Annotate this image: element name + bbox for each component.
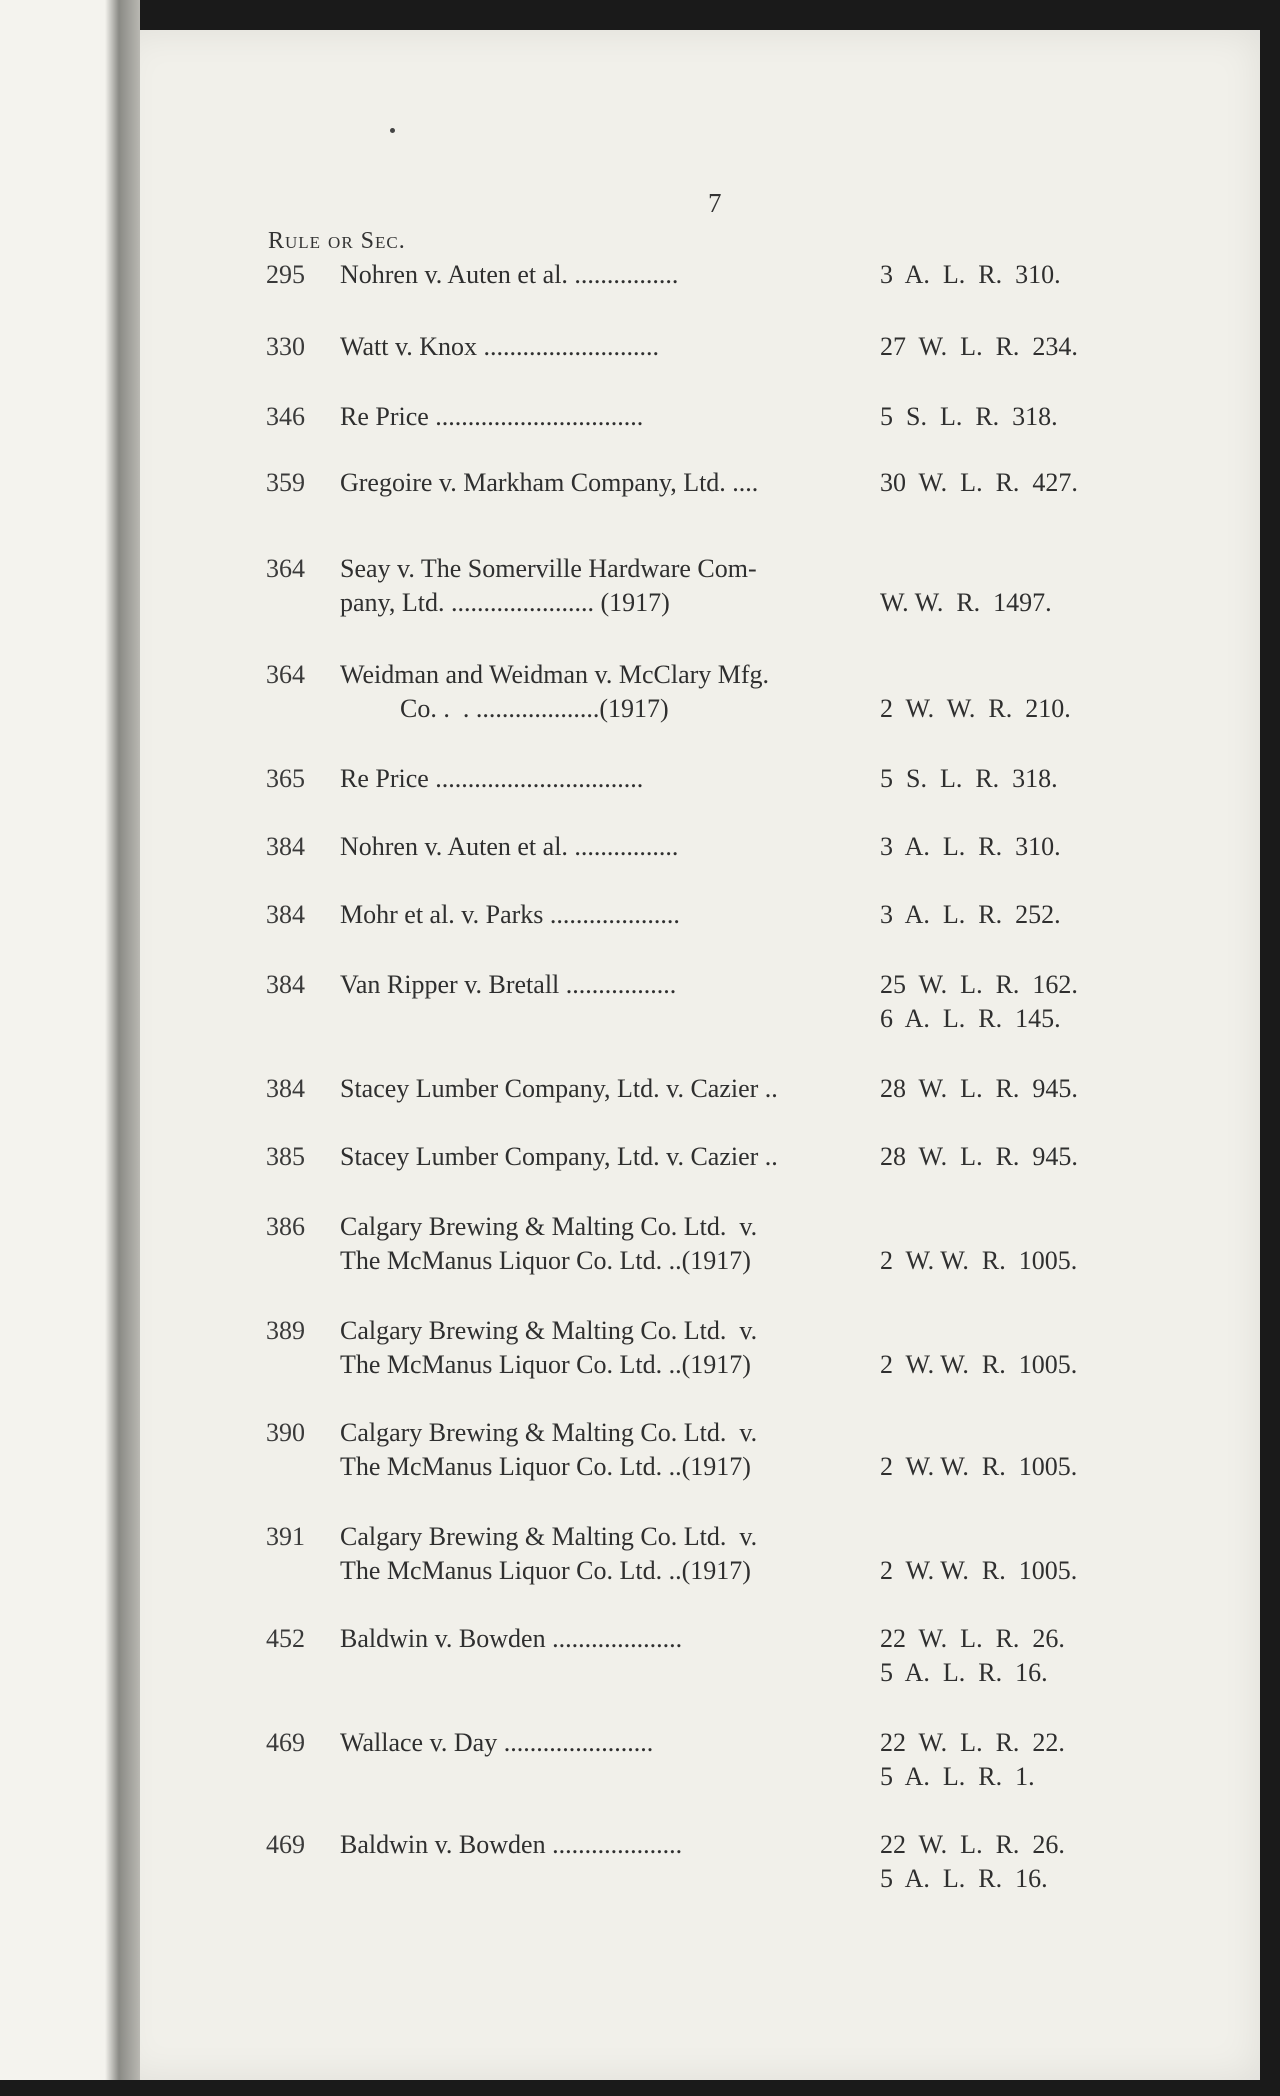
case-name-continued: Co. . . ...................(1917) <box>400 694 669 723</box>
rule-number: 365 <box>266 764 305 793</box>
case-name: Mohr et al. v. Parks .................... <box>340 900 680 929</box>
case-name-continued: The McManus Liquor Co. Ltd. ..(1917) <box>340 1452 751 1481</box>
case-name: Wallace v. Day ....................... <box>340 1728 654 1757</box>
citation: 28 W. L. R. 945. <box>880 1142 1078 1171</box>
rule-number: 364 <box>266 554 305 583</box>
citation: 22 W. L. R. 26. <box>880 1830 1065 1859</box>
rule-number: 389 <box>266 1316 305 1345</box>
rule-number: 295 <box>266 260 305 289</box>
scan-border-bottom <box>0 2080 1280 2096</box>
case-name: Nohren v. Auten et al. ................ <box>340 832 679 861</box>
case-name: Calgary Brewing & Malting Co. Ltd. v. <box>340 1418 758 1447</box>
citation-secondary: 2 W. W. R. 1005. <box>880 1350 1078 1379</box>
page-number: 7 <box>708 188 722 218</box>
table-row <box>0 762 1280 832</box>
citation: 27 W. L. R. 234. <box>880 332 1078 361</box>
case-name: Watt v. Knox ........................... <box>340 332 660 361</box>
scan-speck <box>390 128 395 133</box>
citation: 25 W. L. R. 162. <box>880 970 1078 999</box>
table-row <box>0 1520 1280 1590</box>
case-name-continued: The McManus Liquor Co. Ltd. ..(1917) <box>340 1350 751 1379</box>
citation: 22 W. L. R. 22. <box>880 1728 1065 1757</box>
rule-number: 386 <box>266 1212 305 1241</box>
table-row <box>0 1140 1280 1210</box>
citation: 5 S. L. R. 318. <box>880 764 1058 793</box>
case-name: Van Ripper v. Bretall ................. <box>340 970 677 999</box>
citation-secondary: 2 W. W. R. 1005. <box>880 1452 1078 1481</box>
table-row <box>0 1314 1280 1384</box>
citation: 5 S. L. R. 318. <box>880 402 1058 431</box>
case-name: Stacey Lumber Company, Ltd. v. Cazier .. <box>340 1142 778 1171</box>
citation-secondary: 2 W. W. R. 1005. <box>880 1246 1078 1275</box>
case-name: Weidman and Weidman v. McClary Mfg. <box>340 660 770 689</box>
citation: 30 W. L. R. 427. <box>880 468 1078 497</box>
rule-number: 384 <box>266 832 305 861</box>
rule-number: 385 <box>266 1142 305 1171</box>
case-name: Stacey Lumber Company, Ltd. v. Cazier .. <box>340 1074 778 1103</box>
rule-number: 469 <box>266 1830 305 1859</box>
case-name: Calgary Brewing & Malting Co. Ltd. v. <box>340 1212 758 1241</box>
citation: 3 A. L. R. 310. <box>880 832 1061 861</box>
citation-secondary: 5 A. L. R. 1. <box>880 1762 1035 1791</box>
citation: 3 A. L. R. 252. <box>880 900 1061 929</box>
case-name: Re Price ................................ <box>340 402 644 431</box>
table-row <box>0 1726 1280 1796</box>
scan-border-top <box>0 0 1280 30</box>
case-name: Calgary Brewing & Malting Co. Ltd. v. <box>340 1316 758 1345</box>
case-name: Re Price ................................ <box>340 764 644 793</box>
rule-number: 384 <box>266 970 305 999</box>
rule-number: 346 <box>266 402 305 431</box>
citation: 3 A. L. R. 310. <box>880 260 1061 289</box>
rule-number: 384 <box>266 900 305 929</box>
citation-secondary: 2 W. W. R. 210. <box>880 694 1071 723</box>
rule-number: 452 <box>266 1624 305 1653</box>
table-row <box>0 1416 1280 1486</box>
table-row <box>0 552 1280 622</box>
table-row <box>0 1622 1280 1692</box>
citation-secondary: 2 W. W. R. 1005. <box>880 1556 1078 1585</box>
column-heading: Rule or Sec. <box>268 228 406 254</box>
table-row <box>0 466 1280 536</box>
table-row <box>0 400 1280 470</box>
table-row <box>0 1828 1280 1898</box>
table-row <box>0 968 1280 1038</box>
rule-number: 330 <box>266 332 305 361</box>
citation-secondary: 6 A. L. R. 145. <box>880 1004 1061 1033</box>
citation: 28 W. L. R. 945. <box>880 1074 1078 1103</box>
case-name: Baldwin v. Bowden .................... <box>340 1830 683 1859</box>
case-name-continued: The McManus Liquor Co. Ltd. ..(1917) <box>340 1246 751 1275</box>
table-row <box>0 830 1280 900</box>
table-row <box>0 1072 1280 1142</box>
table-row <box>0 1210 1280 1280</box>
rule-number: 364 <box>266 660 305 689</box>
citation: 22 W. L. R. 26. <box>880 1624 1065 1653</box>
rule-number: 469 <box>266 1728 305 1757</box>
case-name-continued: The McManus Liquor Co. Ltd. ..(1917) <box>340 1556 751 1585</box>
rule-number: 384 <box>266 1074 305 1103</box>
case-name: Gregoire v. Markham Company, Ltd. .... <box>340 468 759 497</box>
case-name: Baldwin v. Bowden .................... <box>340 1624 683 1653</box>
citation-secondary: 5 A. L. R. 16. <box>880 1658 1048 1687</box>
case-name: Seay v. The Somerville Hardware Com- <box>340 554 757 583</box>
rule-number: 390 <box>266 1418 305 1447</box>
rule-number: 391 <box>266 1522 305 1551</box>
case-name-continued: pany, Ltd. ...................... (1917) <box>340 588 670 617</box>
table-row <box>0 658 1280 728</box>
citation-secondary: 5 A. L. R. 16. <box>880 1864 1048 1893</box>
citation-secondary: W. W. R. 1497. <box>880 588 1052 617</box>
table-row <box>0 330 1280 400</box>
rule-number: 359 <box>266 468 305 497</box>
table-row <box>0 258 1280 328</box>
table-row <box>0 898 1280 968</box>
case-name: Nohren v. Auten et al. ................ <box>340 260 679 289</box>
case-name: Calgary Brewing & Malting Co. Ltd. v. <box>340 1522 758 1551</box>
